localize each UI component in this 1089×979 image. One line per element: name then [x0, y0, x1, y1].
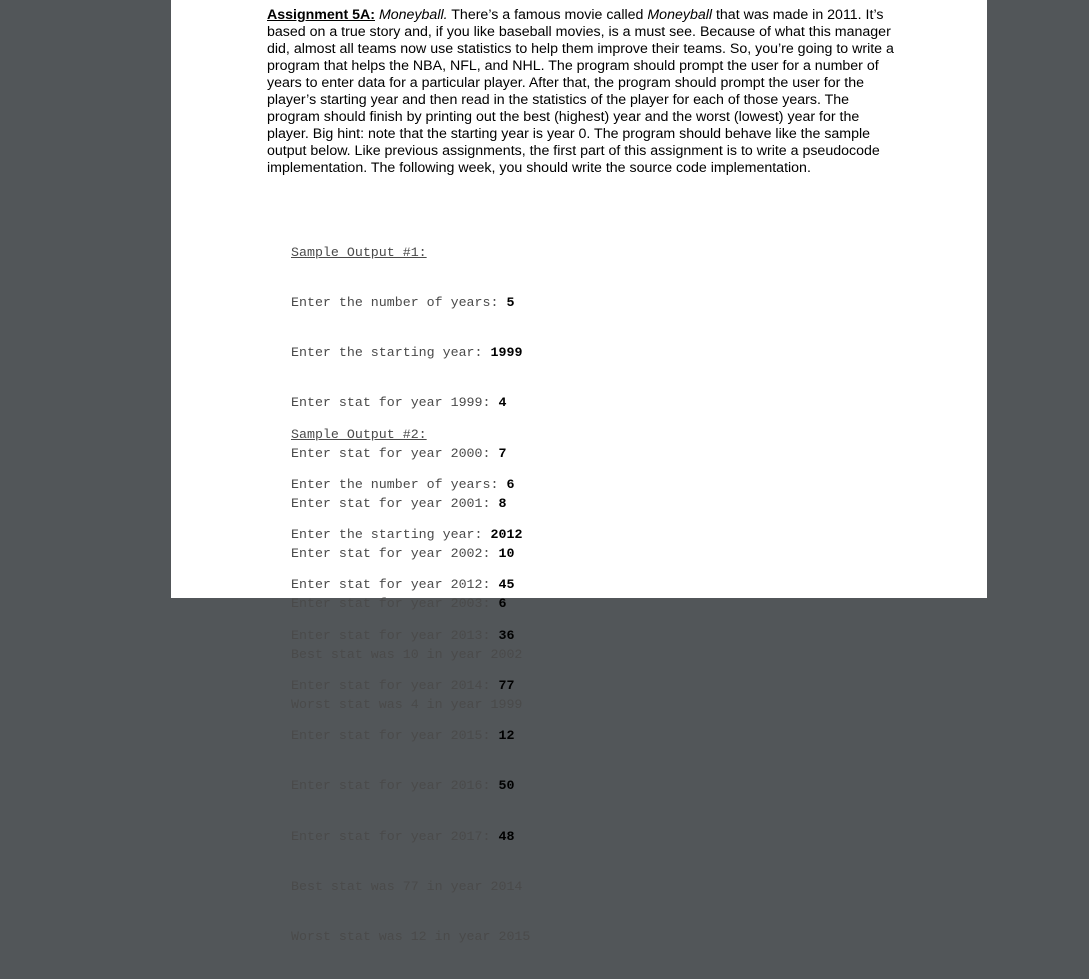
assignment-paragraph — [267, 7, 897, 177]
prompt-text: Enter stat for year 2017: — [291, 828, 499, 844]
sample-line — [291, 345, 522, 362]
prompt-text: Enter stat for year 2001: — [291, 495, 499, 511]
user-input: 8 — [498, 495, 507, 511]
prompt-text: Enter stat for year 2000: — [291, 445, 499, 461]
sample-line — [291, 628, 530, 645]
sample-line — [291, 527, 530, 544]
user-input: 2012 — [490, 527, 523, 542]
sample-output-title: Sample Output #2: — [291, 426, 427, 442]
sample-line — [291, 728, 530, 745]
result-line: Best stat was 10 in year 2002 — [291, 646, 523, 662]
user-input: 5 — [506, 294, 515, 310]
prompt-text: Enter stat for year 2013: — [291, 627, 499, 643]
prompt-text: Enter stat for year 2003: — [291, 596, 499, 612]
prompt-text: Enter stat for year 2015: — [291, 728, 499, 743]
result-line: Worst stat was 4 in year 1999 — [291, 696, 523, 712]
assignment-title: Moneyball. — [378, 7, 448, 23]
prompt-text: Enter stat for year 2016: — [291, 778, 499, 794]
result-line: Worst stat was 12 in year 2015 — [291, 929, 531, 944]
document-page — [171, 0, 987, 944]
user-input: 10 — [498, 546, 515, 561]
prompt-text: Enter stat for year 1999: — [291, 395, 499, 411]
user-input: 1999 — [490, 345, 523, 360]
prompt-text: Enter the starting year: — [291, 527, 491, 542]
user-input: 6 — [506, 476, 515, 492]
assignment-text-part-1: There’s a famous movie called — [447, 7, 648, 23]
user-input: 50 — [498, 778, 515, 794]
user-input: 7 — [498, 445, 507, 461]
result-line: Best stat was 77 in year 2014 — [291, 878, 523, 894]
sample-line — [291, 577, 530, 594]
prompt-text: Enter stat for year 2012: — [291, 577, 499, 593]
user-input: 4 — [498, 395, 507, 411]
sample-line — [291, 829, 530, 846]
sample-line — [291, 295, 522, 312]
sample-line — [291, 477, 530, 494]
user-input: 45 — [498, 577, 515, 593]
user-input: 77 — [498, 677, 515, 693]
prompt-text: Enter stat for year 2002: — [291, 546, 499, 561]
user-input: 48 — [498, 828, 515, 844]
sample-output-title: Sample Output #1: — [291, 244, 427, 260]
sample-line — [291, 778, 530, 795]
prompt-text: Enter the starting year: — [291, 345, 491, 360]
assignment-heading: Assignment 5A: — [267, 7, 375, 23]
movie-title: Moneyball — [647, 7, 713, 23]
prompt-text: Enter stat for year 2014: — [291, 677, 499, 693]
user-input: 12 — [498, 728, 515, 743]
sample-output-2 — [291, 393, 530, 979]
prompt-text: Enter the number of years: — [291, 294, 507, 310]
user-input: 36 — [498, 627, 515, 643]
sample-line — [291, 678, 530, 695]
assignment-text-part-2: that was made in 2011. It’s based on a true story and, if you like baseball movies, is a must see. Because of what this manager did, almost all teams now use statistics to help them improve their teams. So, you’re going to write a program that helps the NBA, NFL, and NHL. The program should prompt the user for a number of years to enter data for a particular player. After that, the program should prompt the user for the player’s starting year and then read in the statistics of the player for each of those years. The program should finish by printing out the best (highest) year and the worst (lowest) year for the player. Big hint: note that the starting year is year 0. The program should behave like the sample output below. Like previous assignments, the first part of this assignment is to write a pseudocode implementation. The following week, you should write the source code implementation. — [267, 7, 894, 176]
user-input: 6 — [498, 596, 507, 612]
prompt-text: Enter the number of years: — [291, 476, 507, 492]
